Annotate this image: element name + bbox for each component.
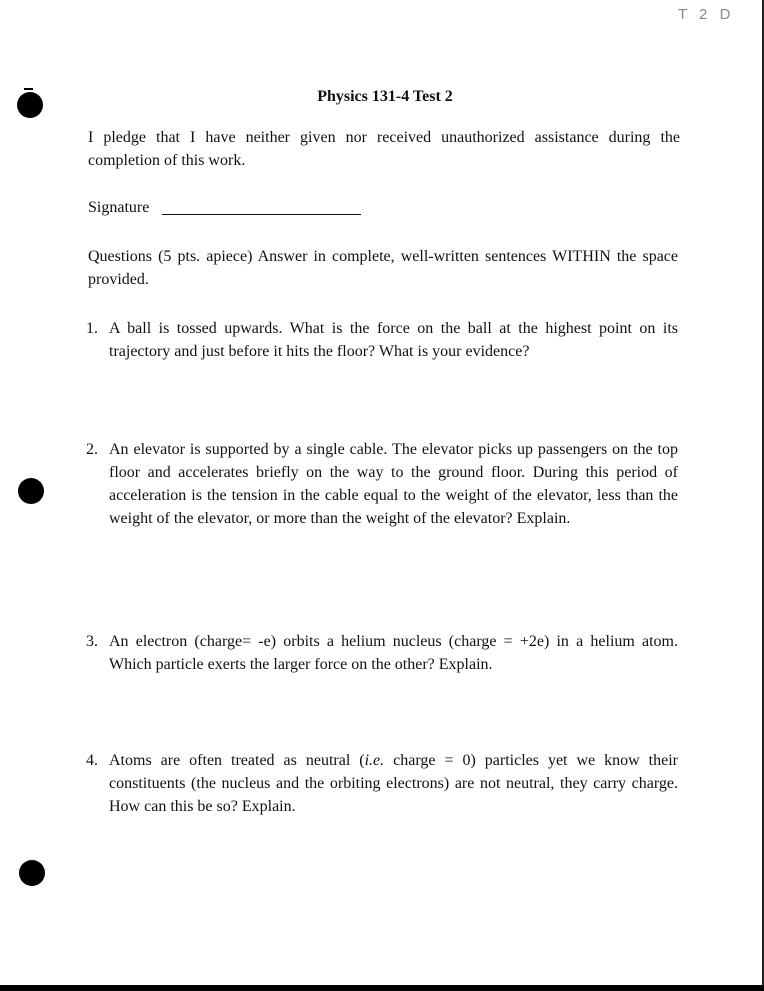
corner-handwritten-mark: T 2 D [678, 6, 735, 23]
hole-punch-bottom [19, 860, 45, 886]
question-text: An elevator is supported by a single cable. The elevator picks up passengers on the top floor and accelerates briefly on the way to the ground floor. During this period of acceleration is the tension in the cable equal to the weight of the elevator, less than the weight of the elevator, or more than the weight of the elevator? Explain. [109, 441, 678, 527]
question-text: An electron (charge= -e) orbits a helium nucleus (charge = +2e) in a helium atom. Which particle exerts the larger force on the other? Explain. [109, 633, 678, 673]
question-number: 2. [86, 441, 98, 458]
instructions: Questions (5 pts. apiece) Answer in complete, well-written sentences WITHIN the space provided. [88, 248, 678, 288]
question-text-part: charge = 0) particles yet we know their constituents (the nucleus and the orbiting electrons) are not neutral, they carry charge. How can this be so? Explain. [109, 752, 678, 815]
scan-edge-bottom [0, 985, 764, 991]
signature-line[interactable] [162, 214, 361, 215]
question-number: 4. [86, 752, 98, 769]
question-2 [86, 438, 678, 530]
question-text: A ball is tossed upwards. What is the force on the ball at the highest point on its trajectory and just before it hits the floor? What is your evidence? [109, 320, 678, 360]
page-title: Physics 131-4 Test 2 [317, 88, 453, 105]
question-text [109, 749, 678, 818]
signature-label: Signature [88, 199, 150, 216]
question-number: 1. [86, 320, 98, 337]
question-text-italic: i.e. [364, 752, 385, 769]
question-1 [86, 317, 678, 363]
pledge-statement: I pledge that I have neither given nor received unauthorized assistance during the completion of this work. [88, 129, 680, 169]
question-number: 3. [86, 633, 98, 650]
hole-punch-middle [18, 478, 44, 504]
question-4 [86, 749, 678, 818]
question-text-part: Atoms are often treated as neutral ( [109, 752, 365, 769]
question-3 [86, 630, 678, 676]
